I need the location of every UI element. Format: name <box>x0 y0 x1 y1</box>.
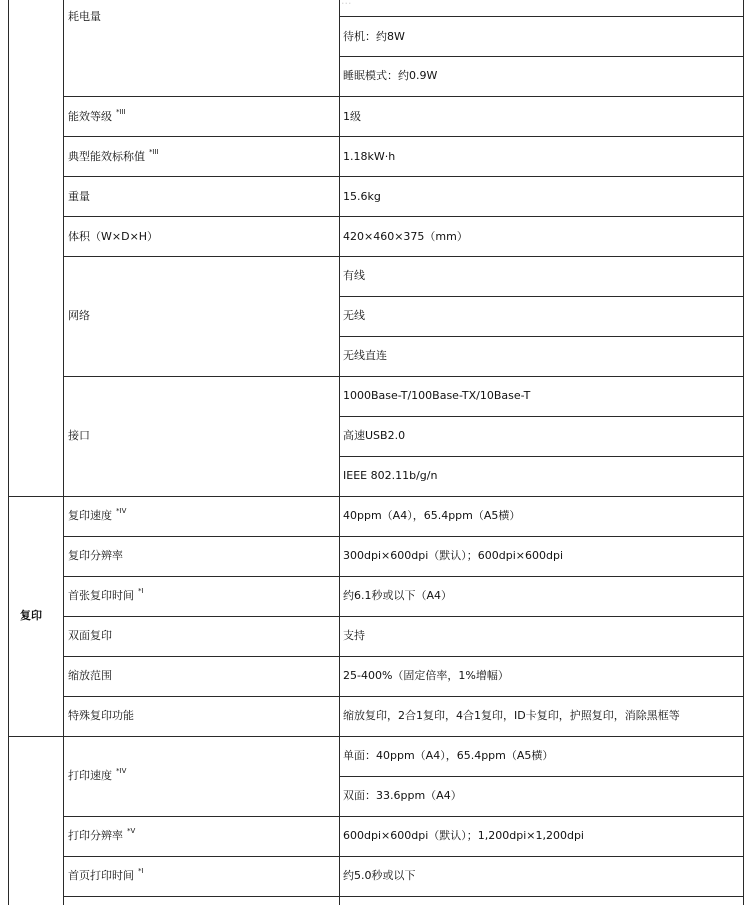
label-text: 首张复印时间 <box>68 589 134 602</box>
row-line <box>63 256 744 257</box>
label-text: 打印速度 <box>68 769 112 782</box>
row-line <box>63 856 744 857</box>
section-line <box>8 736 744 737</box>
section-label-copy: 复印 <box>20 609 42 622</box>
row-label-interface: 接口 <box>68 429 90 442</box>
footnote-mark: *V <box>127 827 136 835</box>
row-value-interface-wifi: IEEE 802.11b/g/n <box>343 469 438 482</box>
row-value-print-speed-single: 单面：40ppm（A4），65.4ppm（A5横） <box>343 749 554 762</box>
row-value-duplex-copy: 支持 <box>343 629 365 642</box>
row-value-special-copy: 缩放复印，2合1复印，4合1复印，ID卡复印，护照复印，消除黑框等 <box>343 709 680 722</box>
row-value-network-wireless: 无线 <box>343 309 365 322</box>
row-line <box>63 696 744 697</box>
row-line <box>339 296 744 297</box>
table-border-left <box>8 0 9 905</box>
row-label-print-resolution <box>68 829 135 844</box>
footnote-mark: *IV <box>116 507 127 515</box>
row-value-volume: 420×460×375（mm） <box>343 230 468 243</box>
row-line <box>339 416 744 417</box>
row-label-first-copy <box>68 589 144 604</box>
row-value-power-standby: 待机：约8W <box>343 30 405 43</box>
row-line <box>63 96 744 97</box>
row-label-special-copy: 特殊复印功能 <box>68 709 134 722</box>
row-line <box>63 536 744 537</box>
section-line <box>8 496 744 497</box>
row-line <box>63 136 744 137</box>
row-label-copy-speed <box>68 509 126 524</box>
row-line <box>63 816 744 817</box>
label-text: 能效等级 <box>68 110 112 123</box>
row-line <box>339 336 744 337</box>
row-label-first-print <box>68 869 144 884</box>
row-value-print-speed-duplex: 双面：33.6ppm（A4） <box>343 789 462 802</box>
footnote-mark: *I <box>138 867 144 875</box>
row-label-zoom: 缩放范围 <box>68 669 112 682</box>
row-value-first-print: 约5.0秒或以下 <box>343 869 416 882</box>
row-label-energy-grade <box>68 110 126 125</box>
row-line <box>339 776 744 777</box>
row-line <box>63 616 744 617</box>
row-value-network-direct: 无线直连 <box>343 349 387 362</box>
row-line <box>63 656 744 657</box>
row-line <box>63 216 744 217</box>
footnote-mark: *IV <box>116 767 127 775</box>
row-line <box>339 56 744 57</box>
row-value-weight: 15.6kg <box>343 190 381 203</box>
label-text: 复印速度 <box>68 509 112 522</box>
row-label-volume: 体积（W×D×H） <box>68 230 159 243</box>
row-value-copy-speed: 40ppm（A4），65.4ppm（A5横） <box>343 509 521 522</box>
row-label-weight: 重量 <box>68 190 90 203</box>
row-value-interface-usb: 高速USB2.0 <box>343 429 406 442</box>
footnote-mark: *III <box>116 108 126 116</box>
label-text: 首页打印时间 <box>68 869 134 882</box>
row-line <box>63 896 744 897</box>
footnote-mark: *I <box>138 587 144 595</box>
row-line <box>339 456 744 457</box>
row-value-power-sleep: 睡眠模式：约0.9W <box>343 69 438 82</box>
row-value-energy-grade: 1级 <box>343 110 361 123</box>
row-value-network-wired: 有线 <box>343 269 365 282</box>
row-value-print-resolution: 600dpi×600dpi（默认）；1,200dpi×1,200dpi <box>343 829 584 842</box>
row-line <box>63 576 744 577</box>
row-line <box>339 16 744 17</box>
row-label-duplex-copy: 双面复印 <box>68 629 112 642</box>
row-value-copy-resolution: 300dpi×600dpi（默认）；600dpi×600dpi <box>343 549 563 562</box>
row-line <box>63 376 744 377</box>
row-label-network: 网络 <box>68 309 90 322</box>
footnote-mark: *III <box>149 148 159 156</box>
row-label-copy-resolution: 复印分辨率 <box>68 549 123 562</box>
label-text: 典型能效标称值 <box>68 150 145 163</box>
row-label-print-speed <box>68 769 126 784</box>
cut-off-text: ... <box>341 0 352 7</box>
row-label-power: 耗电量 <box>68 10 101 23</box>
row-value-interface-ethernet: 1000Base-T/100Base-TX/10Base-T <box>343 389 531 402</box>
row-line <box>63 176 744 177</box>
row-value-zoom: 25-400%（固定倍率，1%增幅） <box>343 669 509 682</box>
row-value-first-copy: 约6.1秒或以下（A4） <box>343 589 453 602</box>
label-text: 打印分辨率 <box>68 829 123 842</box>
row-label-typical-energy <box>68 150 159 165</box>
row-value-typical-energy: 1.18kW·h <box>343 150 396 163</box>
